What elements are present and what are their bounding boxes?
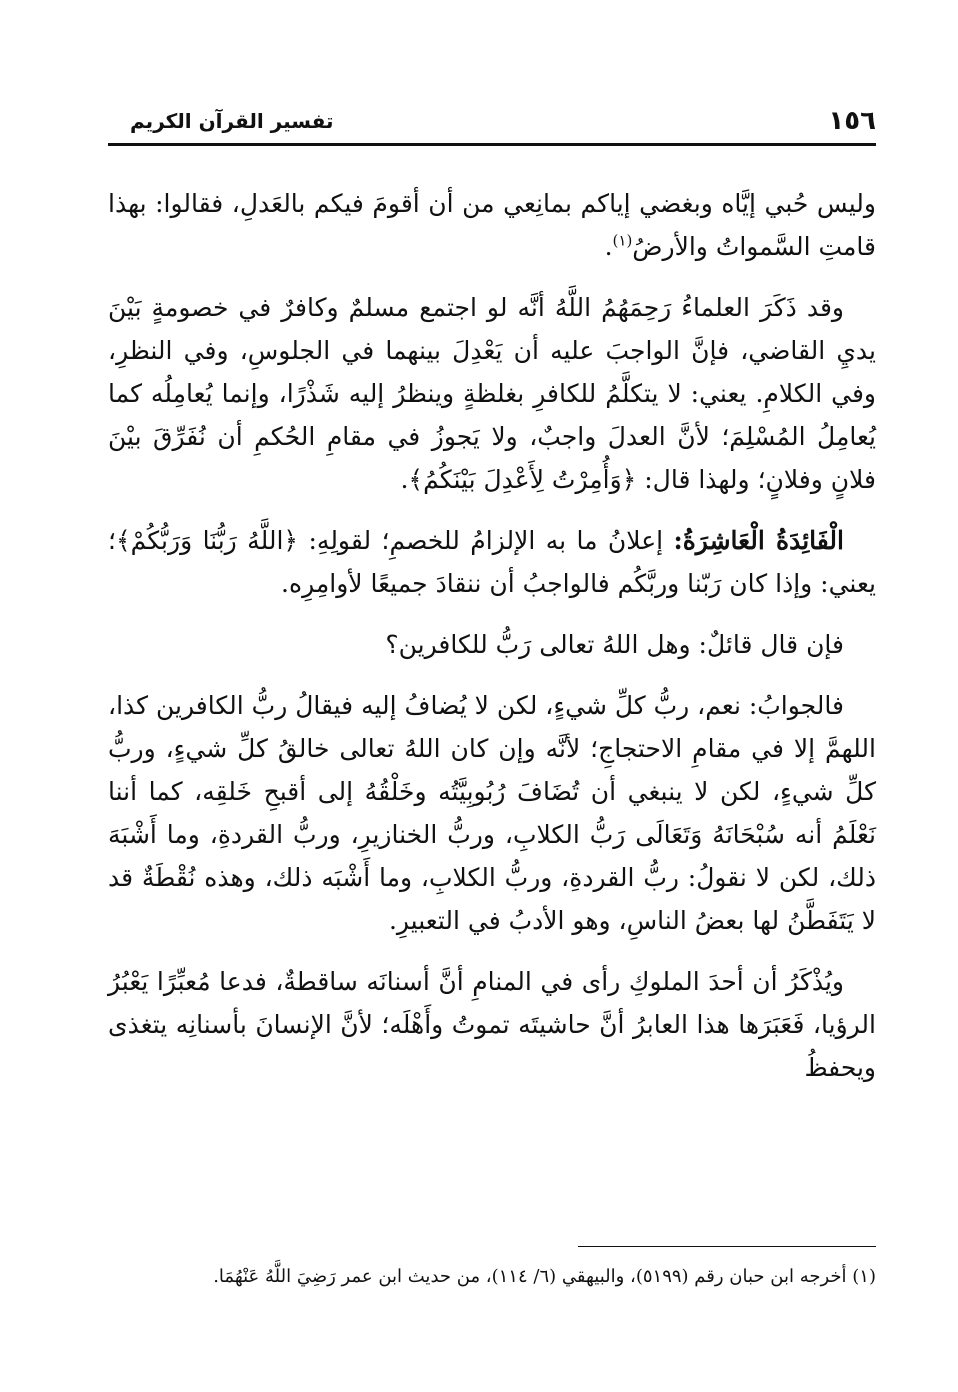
paragraph	[108, 182, 876, 268]
footnote-rule	[578, 1246, 876, 1247]
paragraph	[108, 960, 876, 1089]
paragraph-text: فإن قال قائلٌ: وهل اللهُ تعالى رَبُّ للكافرين؟	[385, 630, 844, 659]
header-rule	[108, 143, 876, 146]
book-title: تفسير القرآن الكريم	[130, 109, 334, 133]
page-number: ١٥٦	[828, 106, 876, 136]
page-header	[108, 100, 876, 148]
paragraph-text: وقد ذَكَرَ العلماءُ رَحِمَهُمُ اللَّهُ أنَّه لو اجتمع مسلمٌ وكافرٌ في خصومةٍ بَيْنَ يديِ القاضي، فإنَّ الواجبَ عليه أن يَعْدِلَ بينهما في الجلوسِ، وفي النظرِ، وفي الكلامِ. يعني: لا يتكلَّمُ للكافرِ بغلظةٍ وينظرُ إليه شَذْرًا، وإنما يُعامِلُه كما يُعامِلُ المُسْلِمَ؛ لأنَّ العدلَ واجبٌ، ولا يَجوزُ في مقامِ الحُكمِ أن نُفَرِّقَ بيْنَ فلانٍ وفلانٍ؛ ولهذا قال: ﴿وَأُمِرْتُ لِأَعْدِلَ بَيْنَكُمُ﴾.	[108, 293, 876, 494]
paragraph	[108, 684, 876, 942]
paragraph-text: إعلانُ ما به الإلزامُ للخصمِ؛ لقولِهِ: ﴿اللَّهُ رَبُّنَا وَرَبُّكُمْ﴾؛ يعني: وإذا كان رَبّنا وربَّكُم فالواجبُ أن ننقادَ جميعًا لأوامِرِه.	[108, 526, 876, 598]
paragraph-text: وليس حُبي إيَّاه وبغضي إياكم بمانِعي من أن أقومَ فيكم بالعَدلِ، فقالوا: بهذا قامتِ السَّمواتُ والأرضُ	[108, 189, 876, 261]
paragraph	[108, 519, 876, 605]
footnote: (١) أخرجه ابن حبان رقم (٥١٩٩)، والبيهقي (٦/ ١١٤)، من حديث ابن عمر رَضِيَ اللَّهُ عَنْهُمَا.	[213, 1266, 876, 1287]
footnote-marker: (١)	[612, 231, 633, 250]
body-text	[108, 182, 876, 1107]
paragraph	[108, 286, 876, 501]
paragraph-end-mark: .	[604, 232, 613, 261]
paragraph	[108, 623, 876, 666]
paragraph-text: ويُذْكَرُ أن أحدَ الملوكِ رأى في المنامِ أنَّ أسنانَه ساقطةٌ، فدعا مُعبِّرًا يَعْبُرُ الرؤيا، فَعَبَرَها هذا العابرُ أنَّ حاشيتَه تموتُ وأَهْلَه؛ لأنَّ الإنسانَ بأسنانِه يتغذى ويحفظُ	[108, 967, 876, 1082]
benefit-heading: الْفَائِدَةُ الْعَاشِرَةُ:	[673, 526, 844, 555]
paragraph-text: فالجوابُ: نعم، ربُّ كلِّ شيءٍ، لكن لا يُضافُ إليه فيقالُ ربُّ الكافرين كذا، اللهمَّ إلا في مقامِ الاحتجاجِ؛ لأنَّه وإن كان اللهُ تعالى خالقُ كلِّ شيءٍ، وربُّ كلِّ شيءٍ، لكن لا ينبغي أن تُضَافَ رُبُوبِيَّتُه وخَلْقُهُ إلى أقبحِ خَلقِه، كما أننا نَعْلَمُ أنه سُبْحَانَهُ وَتَعَالَى رَبُّ الكلابِ، وربُّ الخنازيرِ، وربُّ القردةِ، وما أَشْبَهَ ذلك، لكن لا نقولُ: ربُّ القردةِ، وربُّ الكلابِ، وما أَشْبَه ذلك، وهذه نُقْطَةٌ قد لا يَتَفَطَّنُ لها بعضُ الناسِ، وهو الأدبُ في التعبيرِ.	[108, 691, 876, 935]
